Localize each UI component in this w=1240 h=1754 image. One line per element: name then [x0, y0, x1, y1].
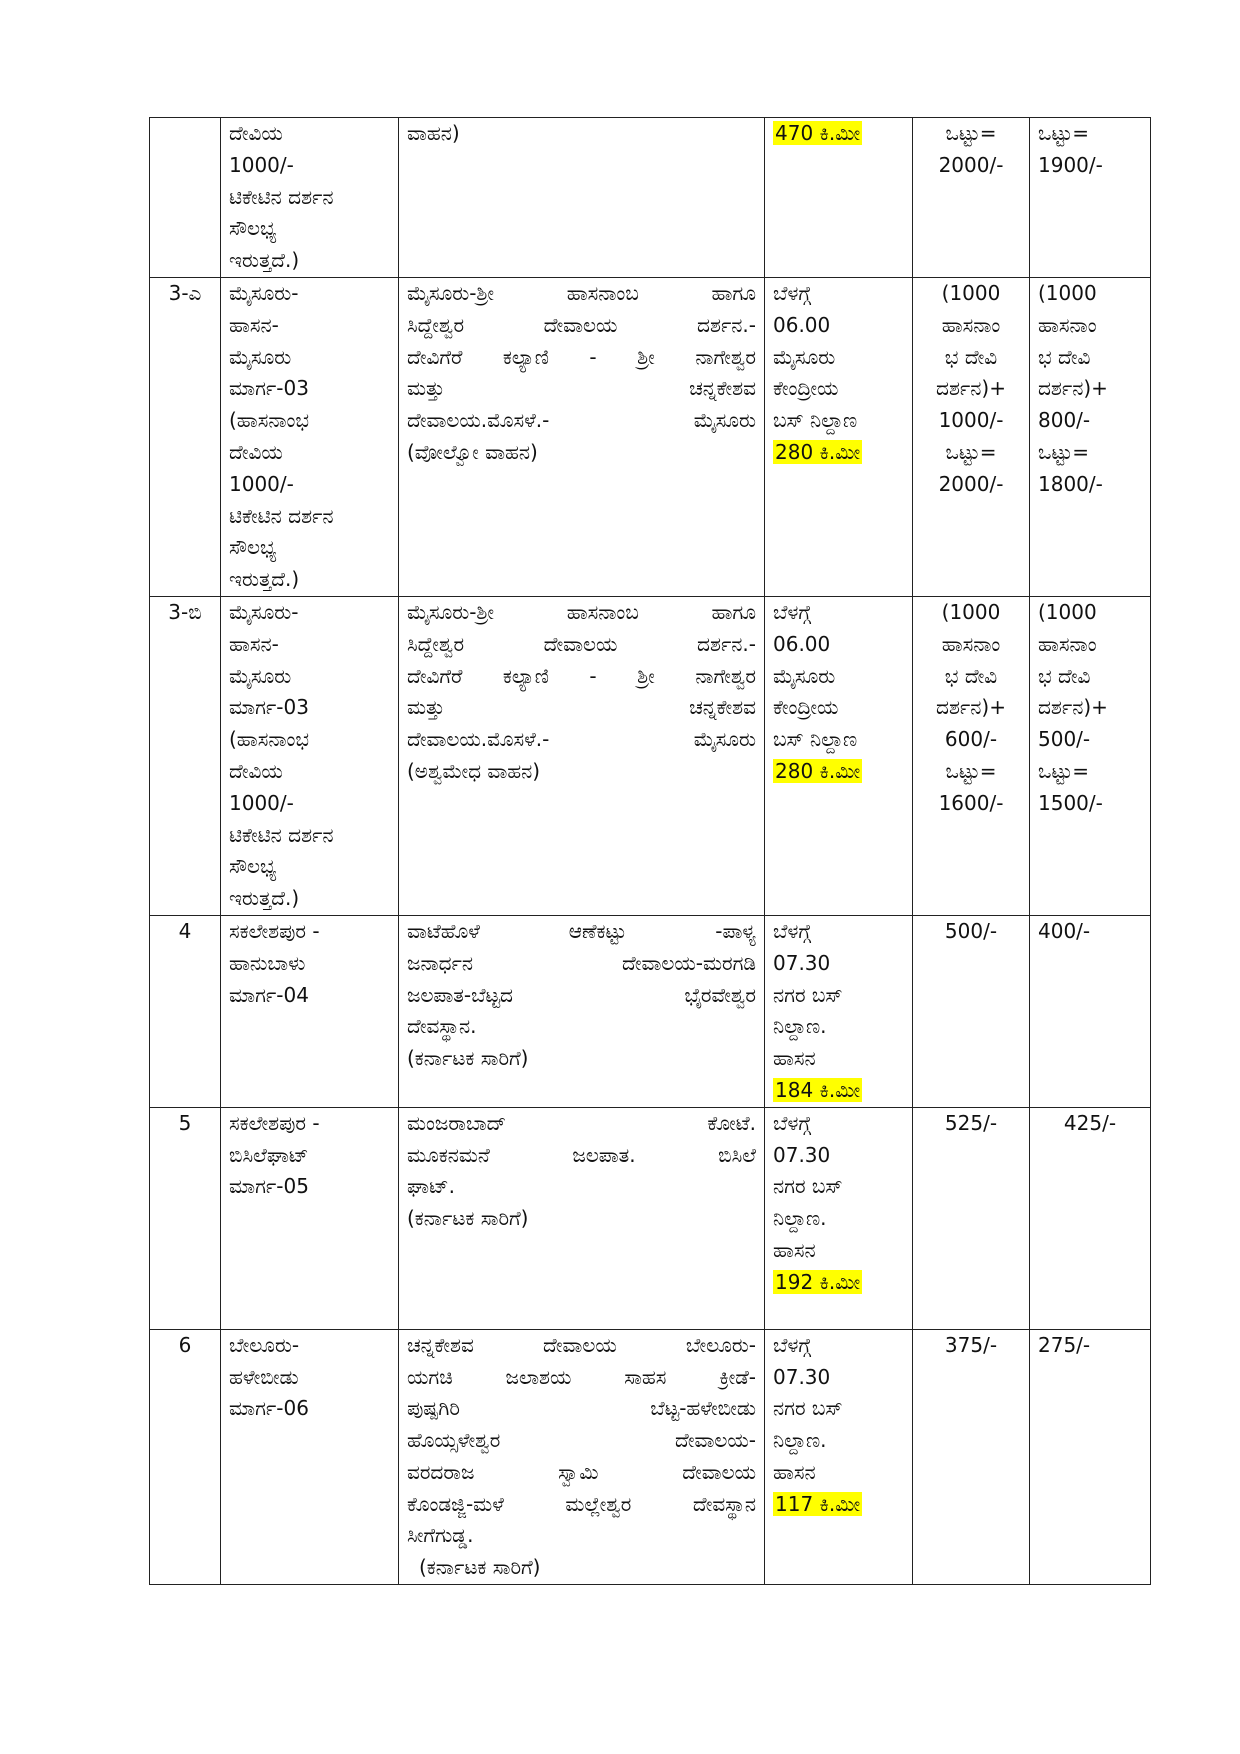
cell-line: ಮಾರ್ಗ-06 — [229, 1396, 309, 1421]
fare-child-cell — [1030, 596, 1151, 915]
fare-adult-cell — [913, 1329, 1030, 1584]
cell-line: 2000/- — [938, 152, 1004, 177]
cell-line: ಬೆಳಗ್ಗೆ — [773, 1110, 812, 1135]
cell-line: ಹಾಸನ — [773, 1046, 816, 1071]
cell-line: ಹಾಸನಾಂ — [1038, 312, 1097, 337]
cell-line: ದೇವಸ್ಥಾನ. — [407, 1014, 477, 1039]
cell-line: (ಅಶ್ವಮೇಧ ವಾಹನ) — [407, 758, 541, 783]
cell-line: 1600/- — [938, 790, 1004, 815]
cell-line: ಸೌಲಭ್ಯ — [229, 216, 277, 241]
cell-line: ಇರುತ್ತದೆ.) — [229, 567, 300, 592]
table-row — [150, 277, 1151, 596]
cell-line: 06.00 — [773, 631, 831, 656]
cell-line: ಮೈಸೂರು- — [229, 599, 299, 624]
table-row — [150, 596, 1151, 915]
cell-line: (ಹಾಸನಾಂಭ — [229, 408, 310, 433]
cell-line: 1000/- — [938, 408, 1004, 433]
cell-line: ದರ್ಶನ)+ — [1038, 376, 1108, 401]
cell-line: ಹಾಸನ- — [229, 631, 279, 656]
cell-line: (1000 — [1038, 280, 1097, 305]
fare-adult-cell — [913, 1107, 1030, 1329]
fare-child-cell — [1030, 277, 1151, 596]
route-description-cell — [399, 915, 765, 1107]
cell-line: ಹಾಸನ- — [229, 312, 279, 337]
distance-line — [773, 1489, 904, 1521]
cell-line: ದರ್ಶನ)+ — [936, 376, 1006, 401]
cell-line: ದರ್ಶನ)+ — [936, 695, 1006, 720]
cell-line: ಮಾರ್ಗ-04 — [229, 982, 309, 1007]
cell-line: ಇರುತ್ತದೆ.) — [229, 886, 300, 911]
route-number-cell — [150, 277, 221, 596]
cell-line: 2000/- — [938, 471, 1004, 496]
cell-line: 07.30 — [773, 1142, 831, 1167]
cell-line: 07.30 — [773, 950, 831, 975]
cell-line: ಹೊಯ್ಸಳೇಶ್ವರ ದೇವಾಲಯ- — [407, 1428, 756, 1453]
route-description-cell — [399, 1107, 765, 1329]
cell-line: ಸೌಲಭ್ಯ — [229, 535, 277, 560]
cell-line: ಮಾರ್ಗ-03 — [229, 695, 309, 720]
cell-line: ಬೆಳಗ್ಗೆ — [773, 1332, 812, 1357]
route-description-cell — [399, 277, 765, 596]
cell-line: 525/- — [944, 1110, 998, 1135]
distance-line — [773, 437, 904, 469]
fare-child-cell — [1030, 1329, 1151, 1584]
route-number: 5 — [178, 1110, 192, 1135]
cell-line: ವಾಹನ) — [407, 121, 460, 145]
cell-line: ದೇವಿಯ — [229, 121, 283, 145]
cell-line: ನಗರ ಬಸ್ — [773, 1396, 843, 1421]
cell-line: (ಕರ್ನಾಟಕ ಸಾರಿಗೆ) — [419, 1555, 541, 1580]
cell-line: ನಿಲ್ದಾಣ. — [773, 1014, 827, 1039]
departure-cell — [765, 1107, 913, 1329]
cell-line: ವರದರಾಜ ಸ್ವಾಮಿ ದೇವಾಲಯ — [407, 1459, 756, 1484]
cell-line: ಹಾಸನಾಂ — [941, 312, 1001, 337]
cell-line: ಬೆಳಗ್ಗೆ — [773, 918, 812, 943]
cell-line: ದೇವಾಲಯ.ಮೊಸಳೆ.- ಮೈಸೂರು — [407, 727, 756, 752]
cell-line: ಮೂಕನಮನೆ ಜಲಪಾತ. ಬಿಸಿಲೆ — [407, 1142, 756, 1167]
cell-line: ನಿಲ್ದಾಣ. — [773, 1206, 827, 1231]
cell-line: ಬೆಳಗ್ಗೆ — [773, 599, 812, 624]
route-number-cell — [150, 596, 221, 915]
cell-line: (ವೋಲ್ವೋ ವಾಹನ) — [407, 439, 538, 464]
cell-line: 1500/- — [1038, 790, 1103, 815]
cell-line: ಪುಷ್ಪಗಿರಿ ಬೆಟ್ಟ-ಹಳೇಬೀಡು — [407, 1396, 756, 1421]
route-number: 3-ಬಿ — [168, 599, 202, 624]
cell-line: (1000 — [941, 599, 1001, 624]
cell-line: 275/- — [1038, 1332, 1091, 1357]
cell-line: 1000/- — [229, 790, 294, 815]
route-number-cell — [150, 1329, 221, 1584]
route-name-cell — [221, 118, 399, 278]
cell-line: ದೇವಿಯ — [229, 439, 283, 464]
cell-line: ನಗರ ಬಸ್ — [773, 982, 843, 1007]
cell-line: ದೇವಿಗೆರೆ ಕಲ್ಯಾಣಿ - ಶ್ರೀ ನಾಗೇಶ್ವರ — [407, 663, 756, 688]
route-name-cell — [221, 1329, 399, 1584]
cell-line: ಮಂಜರಾಬಾದ್ ಕೋಟೆ. — [407, 1110, 756, 1135]
table-row — [150, 1329, 1151, 1584]
cell-line: ಒಟ್ಟು= — [945, 758, 997, 783]
table-row — [150, 915, 1151, 1107]
cell-line: ಒಟ್ಟು= — [945, 439, 997, 464]
cell-line: ಮೈಸೂರು — [773, 663, 836, 688]
cell-line: ಸೀಗೆಗುಡ್ಡ. — [407, 1523, 474, 1548]
cell-line: ಬಸ್ ನಿಲ್ದಾಣ — [773, 408, 858, 433]
cell-line: ಸಿದ್ದೇಶ್ವರ ದೇವಾಲಯ ದರ್ಶನ.- — [407, 631, 756, 656]
cell-line: ಒಟ್ಟು= — [945, 121, 997, 145]
cell-line: ಮೈಸೂರು — [229, 344, 292, 369]
route-number: 3-ಎ — [168, 280, 202, 305]
distance-line — [773, 1075, 904, 1107]
fare-adult-cell — [913, 277, 1030, 596]
cell-line: 600/- — [944, 727, 998, 752]
cell-line: ನಿಲ್ದಾಣ. — [773, 1428, 827, 1453]
cell-line: 375/- — [944, 1332, 998, 1357]
cell-line: (1000 — [941, 280, 1001, 305]
table-row — [150, 118, 1151, 278]
route-description-cell — [399, 596, 765, 915]
distance-highlight: 470 ಕಿ.ಮೀ — [775, 121, 861, 145]
distance-highlight: 280 ಕಿ.ಮೀ — [775, 439, 861, 464]
cell-line: ದೇವಾಲಯ.ಮೊಸಳೆ.- ಮೈಸೂರು — [407, 408, 756, 433]
cell-line: ಇರುತ್ತದೆ.) — [229, 248, 300, 273]
fare-adult-cell — [913, 118, 1030, 278]
cell-line: ಕೊಂಡಜ್ಜಿ-ಮಳೆ ಮಲ್ಲೇಶ್ವರ ದೇವಸ್ಥಾನ — [407, 1491, 756, 1516]
cell-line: 500/- — [1038, 727, 1091, 752]
route-number-cell — [150, 1107, 221, 1329]
cell-line: ಮತ್ತು ಚನ್ನಕೇಶವ — [407, 376, 756, 401]
fare-child-cell — [1030, 1107, 1151, 1329]
route-name-cell — [221, 915, 399, 1107]
fare-child-cell — [1030, 118, 1151, 278]
cell-line: ಹಾಸನಾಂ — [1038, 631, 1097, 656]
cell-line: ಭ ದೇವಿ — [1038, 344, 1091, 369]
cell-line: 07.30 — [773, 1364, 831, 1389]
fare-adult-cell — [913, 596, 1030, 915]
cell-line: ಒಟ್ಟು= — [1038, 439, 1090, 464]
distance-highlight: 280 ಕಿ.ಮೀ — [775, 758, 861, 783]
cell-line: ಸಕಲೇಶಪುರ - — [229, 918, 320, 943]
route-number: 4 — [178, 918, 192, 943]
cell-line: 400/- — [1038, 918, 1091, 943]
cell-line: ಸಕಲೇಶಪುರ - — [229, 1110, 320, 1135]
cell-line: ಮಾರ್ಗ-03 — [229, 376, 309, 401]
route-description-cell — [399, 118, 765, 278]
cell-line: (ಹಾಸನಾಂಭ — [229, 727, 310, 752]
cell-line: ಕೇಂದ್ರೀಯ — [773, 695, 839, 720]
distance-line — [773, 1267, 904, 1299]
route-description-cell — [399, 1329, 765, 1584]
cell-line: ದೇವಿಗೆರೆ ಕಲ್ಯಾಣಿ - ಶ್ರೀ ನಾಗೇಶ್ವರ — [407, 344, 756, 369]
departure-cell — [765, 277, 913, 596]
route-name-cell — [221, 596, 399, 915]
distance-highlight: 184 ಕಿ.ಮೀ — [775, 1077, 861, 1102]
departure-cell — [765, 915, 913, 1107]
cell-line: ಮತ್ತು ಚನ್ನಕೇಶವ — [407, 695, 756, 720]
route-name-cell — [221, 277, 399, 596]
cell-line: ಮೈಸೂರು-ಶ್ರೀ ಹಾಸನಾಂಬ ಹಾಗೂ — [407, 599, 756, 624]
cell-line: ಮೈಸೂರು- — [229, 280, 299, 305]
cell-line: 06.00 — [773, 312, 831, 337]
cell-line: 1900/- — [1038, 152, 1103, 177]
cell-line: ಬಿಸಿಲೆಘಾಟ್ — [229, 1142, 309, 1167]
cell-line: ಒಟ್ಟು= — [1038, 121, 1090, 145]
cell-line: ಹಾಸನ — [773, 1237, 816, 1262]
cell-line: ಯಗಚಿ ಜಲಾಶಯ ಸಾಹಸ ಕ್ರೀಡೆ- — [407, 1364, 756, 1389]
cell-line: ಮೈಸೂರು-ಶ್ರೀ ಹಾಸನಾಂಬ ಹಾಗೂ — [407, 280, 756, 305]
tour-routes-table — [149, 117, 1151, 1585]
cell-line: ಭ ದೇವಿ — [944, 663, 998, 688]
cell-line: ಹಾಸನ — [773, 1459, 816, 1484]
cell-line: ಹಾನುಬಾಳು — [229, 950, 306, 975]
cell-line: 1000/- — [229, 471, 294, 496]
cell-line: ಮೈಸೂರು — [773, 344, 836, 369]
cell-line: 800/- — [1038, 408, 1091, 433]
fare-adult-cell — [913, 915, 1030, 1107]
cell-line: ಟಿಕೇಟಿನ ದರ್ಶನ — [229, 822, 334, 847]
cell-line: 1000/- — [229, 152, 294, 177]
cell-line: ಬಸ್ ನಿಲ್ದಾಣ — [773, 727, 858, 752]
distance-line — [773, 118, 904, 150]
cell-line: 425/- — [1063, 1110, 1117, 1135]
route-name-cell — [221, 1107, 399, 1329]
distance-highlight: 117 ಕಿ.ಮೀ — [775, 1491, 861, 1516]
cell-line: ನಗರ ಬಸ್ — [773, 1174, 843, 1199]
cell-line: (ಕರ್ನಾಟಕ ಸಾರಿಗೆ) — [407, 1046, 529, 1071]
cell-line: (ಕರ್ನಾಟಕ ಸಾರಿಗೆ) — [407, 1206, 529, 1231]
cell-line: ಟಿಕೇಟಿನ ದರ್ಶನ — [229, 503, 334, 528]
cell-line: ಸಿದ್ದೇಶ್ವರ ದೇವಾಲಯ ದರ್ಶನ.- — [407, 312, 756, 337]
cell-line: ಭ ದೇವಿ — [944, 344, 998, 369]
cell-line: ಬೇಲೂರು- — [229, 1332, 300, 1357]
cell-line: ದರ್ಶನ)+ — [1038, 695, 1108, 720]
departure-cell — [765, 596, 913, 915]
cell-line: 500/- — [944, 918, 998, 943]
cell-line: ಘಾಟ್. — [407, 1174, 456, 1199]
cell-line: ಹಳೇಬೀಡು — [229, 1364, 299, 1389]
route-number: 6 — [178, 1332, 192, 1357]
cell-line: ಮಾರ್ಗ-05 — [229, 1174, 309, 1199]
cell-line: ಜಲಪಾತ-ಬೆಟ್ಟದ ಭೈರವೇಶ್ವರ — [407, 982, 756, 1007]
cell-line: 1800/- — [1038, 471, 1103, 496]
cell-line: ವಾಟೆಹೊಳೆ ಆಣೆಕಟ್ಟು -ಪಾಳ್ಯ — [407, 918, 756, 943]
cell-line: ಸೌಲಭ್ಯ — [229, 854, 277, 879]
cell-line: ಬೆಳಗ್ಗೆ — [773, 280, 812, 305]
table-row — [150, 1107, 1151, 1329]
route-number-cell — [150, 118, 221, 278]
distance-highlight: 192 ಕಿ.ಮೀ — [775, 1269, 861, 1294]
route-number-cell — [150, 915, 221, 1107]
cell-line: ಜನಾರ್ಧನ ದೇವಾಲಯ-ಮರಗಡಿ — [407, 950, 756, 975]
cell-line: ಭ ದೇವಿ — [1038, 663, 1091, 688]
cell-line: ಮೈಸೂರು — [229, 663, 292, 688]
distance-line — [773, 756, 904, 788]
departure-cell — [765, 118, 913, 278]
cell-line: ಟಿಕೇಟಿನ ದರ್ಶನ — [229, 184, 334, 209]
cell-line: (1000 — [1038, 599, 1097, 624]
fare-child-cell — [1030, 915, 1151, 1107]
departure-cell — [765, 1329, 913, 1584]
cell-line: ಹಾಸನಾಂ — [941, 631, 1001, 656]
cell-line: ಚನ್ನಕೇಶವ ದೇವಾಲಯ ಬೇಲೂರು- — [407, 1332, 756, 1357]
cell-line: ಒಟ್ಟು= — [1038, 758, 1090, 783]
cell-line: ಕೇಂದ್ರೀಯ — [773, 376, 839, 401]
cell-line: ದೇವಿಯ — [229, 758, 283, 783]
